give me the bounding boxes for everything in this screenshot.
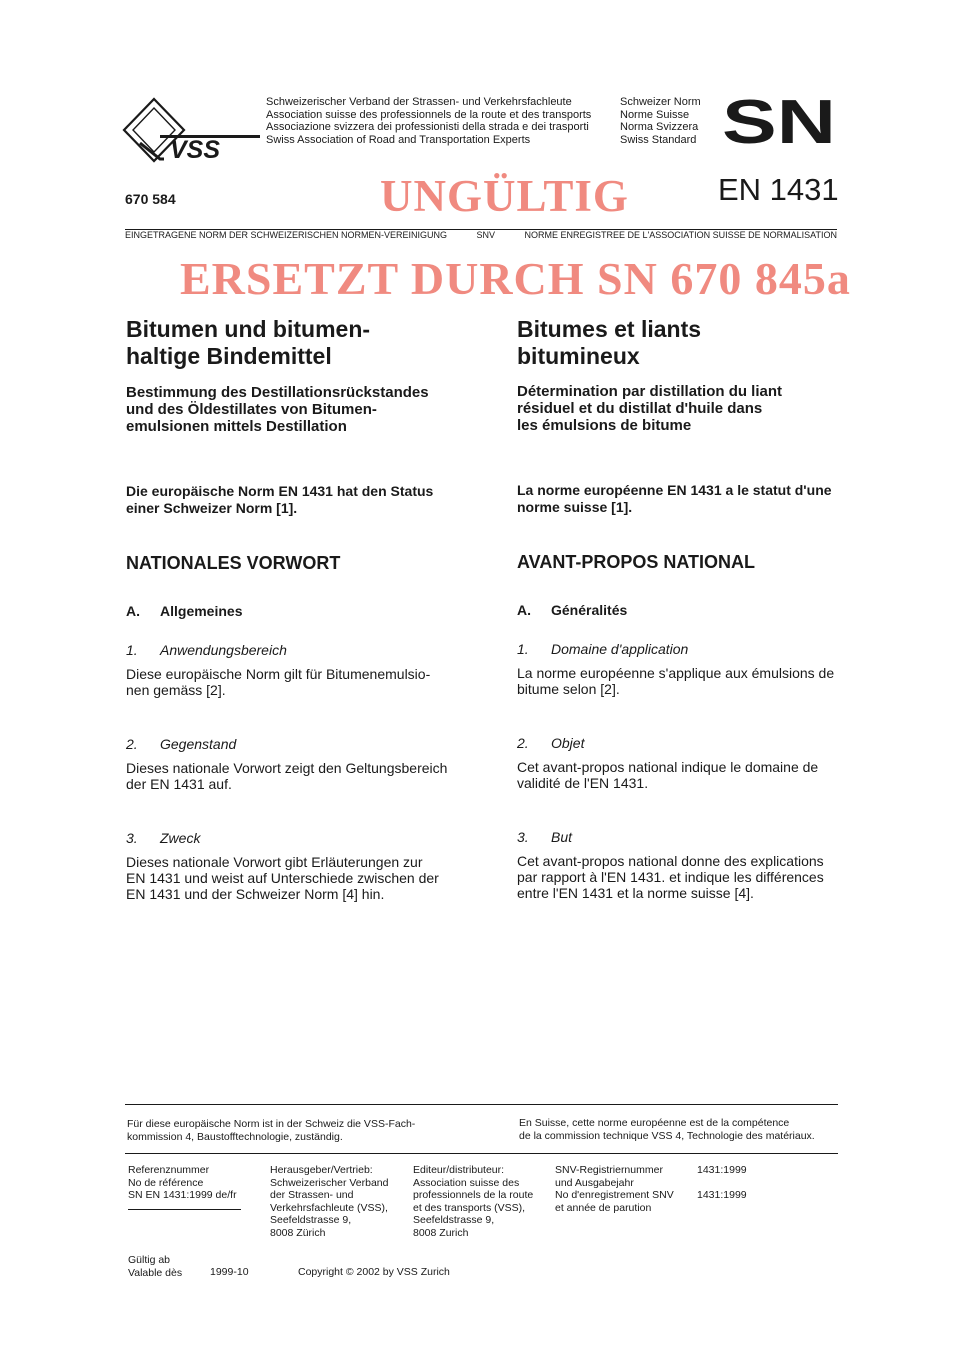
reference-number	[128, 1164, 237, 1202]
item-2-text-de-line-2: der EN 1431 auf.	[126, 776, 232, 792]
subsection-a-number-fr: A.	[517, 602, 531, 618]
replaced-by-stamp: ERSETZT DURCH SN 670 845a	[180, 253, 851, 304]
item-1-number-fr: 1.	[517, 641, 529, 657]
snv-registration-line: et année de parution	[555, 1201, 652, 1214]
snv-registration-value-fr: 1431:1999	[697, 1189, 747, 1201]
item-3-text-fr-line-2: par rapport à l'EN 1431. et indique les différences	[517, 869, 824, 885]
item-3-text-fr-line-3: entre l'EN 1431 et la norme suisse [4].	[517, 885, 754, 901]
assoc-line-fr: Association suisse des professionnels de la route et des transports	[266, 108, 592, 121]
publisher-de-line: der Strassen- und	[270, 1189, 354, 1202]
item-3-heading-de	[126, 830, 448, 847]
title-fr-line-2: bitumineux	[517, 343, 640, 369]
item-3-heading-fr	[517, 829, 839, 846]
publisher-de-line: 8008 Zürich	[270, 1226, 326, 1239]
publisher-fr-line: Editeur/distributeur:	[413, 1164, 505, 1176]
invalid-stamp: UNGÜLTIG	[380, 171, 629, 221]
valid-from-label-de: Gültig ab	[128, 1254, 171, 1266]
publisher-fr-line: Association suisse des	[413, 1176, 520, 1189]
footer-rule-top	[125, 1104, 838, 1105]
sn-label-it: Norma Svizzera	[620, 121, 699, 134]
item-3-text-de-line-2: EN 1431 und weist auf Unterschiede zwischen der	[126, 870, 439, 886]
item-3-text-fr	[517, 853, 839, 901]
sn-label-de: Schweizer Norm	[620, 96, 701, 108]
subtitle-fr-line-2: résiduel et du distillat d'huile dans	[517, 400, 763, 417]
title-fr	[517, 316, 839, 370]
section-heading-fr: AVANT-PROPOS NATIONAL	[517, 552, 755, 572]
snv-registration-line: No d'enregistrement SNV	[555, 1189, 674, 1202]
title-de-line-1: Bitumen und bitumen-	[126, 316, 371, 342]
responsibility-de-line-1: Für diese europäische Norm ist in der Schweiz die VSS-Fach-	[127, 1118, 416, 1130]
item-1-text-de-line-2: nen gemäss [2].	[126, 682, 226, 698]
item-1-text-de	[126, 666, 448, 698]
status-de-line-2: einer Schweizer Norm [1].	[126, 499, 298, 516]
publisher-fr-line: Seefeldstrasse 9,	[413, 1214, 495, 1227]
title-de-line-2: haltige Bindemittel	[126, 343, 332, 369]
subsection-a-title-fr: Généralités	[551, 602, 628, 618]
assoc-line-de: Schweizerischer Verband der Strassen- und Verkehrsfachleute	[266, 96, 572, 108]
sn-logo-text: SN	[722, 96, 836, 146]
item-1-number-de: 1.	[126, 642, 138, 658]
responsibility-de-line-2: kommission 4, Baustofftechnologie, zuständig.	[127, 1130, 343, 1143]
item-2-number-fr: 2.	[517, 735, 529, 751]
status-de-line-1: Die europäische Norm EN 1431 hat den Status	[126, 483, 434, 499]
item-3-title-fr: But	[551, 829, 573, 845]
reference-label-de: Referenznummer	[128, 1164, 210, 1176]
item-2-text-fr-line-1: Cet avant-propos national indique le domaine de	[517, 759, 819, 775]
subtitle-de	[126, 384, 448, 435]
item-1-text-fr-line-1: La norme européenne s'applique aux émulsions de	[517, 665, 835, 681]
reference-value: SN EN 1431:1999 de/fr	[128, 1189, 237, 1202]
item-1-heading-de	[126, 642, 448, 659]
item-2-heading-fr	[517, 735, 839, 752]
publisher-de-line: Schweizerischer Verband	[270, 1176, 389, 1189]
subsection-a-number-de: A.	[126, 603, 140, 619]
item-2-title-de: Gegenstand	[160, 736, 237, 752]
responsibility-fr-line-2: de la commission technique VSS 4, Technologie des matériaux.	[519, 1129, 815, 1142]
reference-label-fr: No de référence	[128, 1176, 204, 1189]
item-2-text-fr	[517, 759, 839, 791]
sn-label-en: Swiss Standard	[620, 134, 697, 147]
item-1-title-de: Anwendungsbereich	[160, 642, 287, 658]
subtitle-fr	[517, 383, 839, 434]
responsibility-de	[127, 1118, 415, 1143]
snv-registration	[555, 1164, 674, 1214]
standard-number: EN 1431	[718, 172, 839, 207]
subsection-a-title-de: Allgemeines	[160, 603, 243, 619]
item-2-title-fr: Objet	[551, 735, 585, 751]
vss-logo-text: VSS	[170, 136, 221, 164]
subtitle-fr-line-3: les émulsions de bitume	[517, 417, 692, 434]
section-heading-de: NATIONALES VORWORT	[126, 553, 341, 573]
item-3-text-fr-line-1: Cet avant-propos national donne des explications	[517, 853, 824, 869]
status-fr-line-1: La norme européenne EN 1431 a le statut d'une	[517, 482, 832, 498]
subtitle-de-line-2: und des Öldestillates von Bitumen-	[126, 401, 377, 418]
item-3-text-de-line-1: Dieses nationale Vorwort gibt Erläuterungen zur	[126, 854, 423, 870]
status-statement-de	[126, 483, 448, 516]
item-3-text-de	[126, 854, 448, 902]
item-1-heading-fr	[517, 641, 839, 658]
item-1-text-fr-line-2: bitume selon [2].	[517, 681, 620, 697]
swiss-standard-labels	[620, 96, 701, 147]
publisher-de	[270, 1164, 388, 1240]
title-fr-line-1: Bitumes et liants	[517, 316, 702, 342]
publisher-fr	[413, 1164, 533, 1240]
item-3-title-de: Zweck	[160, 830, 201, 846]
subsection-a-de	[126, 603, 448, 620]
snv-registration-line: und Ausgabejahr	[555, 1176, 634, 1189]
item-2-text-de	[126, 760, 448, 792]
registration-de: EINGETRAGENE NORM DER SCHWEIZERISCHEN NORMEN-VEREINIGUNG	[125, 230, 448, 240]
registration-fr: NORME ENREGISTREE DE L'ASSOCIATION SUISSE DE NORMALISATION	[524, 230, 837, 240]
valid-from-label-fr: Valable dès	[128, 1266, 183, 1279]
item-1-text-de-line-1: Diese europäische Norm gilt für Bitumenemulsio-	[126, 666, 431, 682]
document-number: 670 584	[125, 191, 176, 207]
sn-logo	[722, 96, 836, 146]
registration-line	[125, 230, 837, 241]
item-1-title-fr: Domaine d'application	[551, 641, 689, 657]
assoc-line-en: Swiss Association of Road and Transportation Experts	[266, 134, 531, 147]
responsibility-fr	[519, 1117, 815, 1142]
item-2-text-de-line-1: Dieses nationale Vorwort zeigt den Geltungsbereich	[126, 760, 448, 776]
item-2-heading-de	[126, 736, 448, 753]
subtitle-fr-line-1: Détermination par distillation du liant	[517, 383, 783, 400]
publisher-fr-line: et des transports (VSS),	[413, 1201, 526, 1214]
subtitle-de-line-1: Bestimmung des Destillationsrückstandes	[126, 384, 429, 401]
publisher-de-line: Herausgeber/Vertrieb:	[270, 1164, 373, 1176]
valid-from	[128, 1254, 182, 1279]
reference-underline	[128, 1209, 241, 1210]
item-2-text-fr-line-2: validité de l'EN 1431.	[517, 775, 649, 791]
title-de	[126, 316, 448, 370]
snv-registration-line: SNV-Registriernummer	[555, 1164, 663, 1176]
status-fr-line-2: norme suisse [1].	[517, 498, 633, 515]
responsibility-fr-line-1: En Suisse, cette norme européenne est de la compétence	[519, 1117, 790, 1129]
assoc-line-it: Associazione svizzera dei professionisti della strada e dei trasporti	[266, 121, 589, 134]
publisher-de-line: Seefeldstrasse 9,	[270, 1214, 352, 1227]
item-3-number-fr: 3.	[517, 829, 529, 845]
registration-snv: SNV	[476, 230, 496, 240]
item-2-number-de: 2.	[126, 736, 138, 752]
valid-from-date: 1999-10	[210, 1266, 249, 1278]
status-statement-fr	[517, 482, 839, 515]
publisher-de-line: Verkehrsfachleute (VSS),	[270, 1201, 388, 1214]
item-3-number-de: 3.	[126, 830, 138, 846]
snv-registration-value-de: 1431:1999	[697, 1164, 747, 1176]
vss-logo	[120, 95, 262, 165]
subsection-a-fr	[517, 602, 839, 619]
footer-rule-middle	[125, 1153, 838, 1154]
item-1-text-fr	[517, 665, 839, 697]
sn-label-fr: Norme Suisse	[620, 108, 690, 121]
copyright: Copyright © 2002 by VSS Zurich	[298, 1266, 450, 1278]
publisher-fr-line: professionnels de la route	[413, 1189, 534, 1202]
item-3-text-de-line-3: EN 1431 und der Schweizer Norm [4] hin.	[126, 886, 385, 902]
publisher-fr-line: 8008 Zurich	[413, 1226, 469, 1239]
subtitle-de-line-3: emulsionen mittels Destillation	[126, 418, 347, 435]
association-names	[266, 96, 616, 147]
